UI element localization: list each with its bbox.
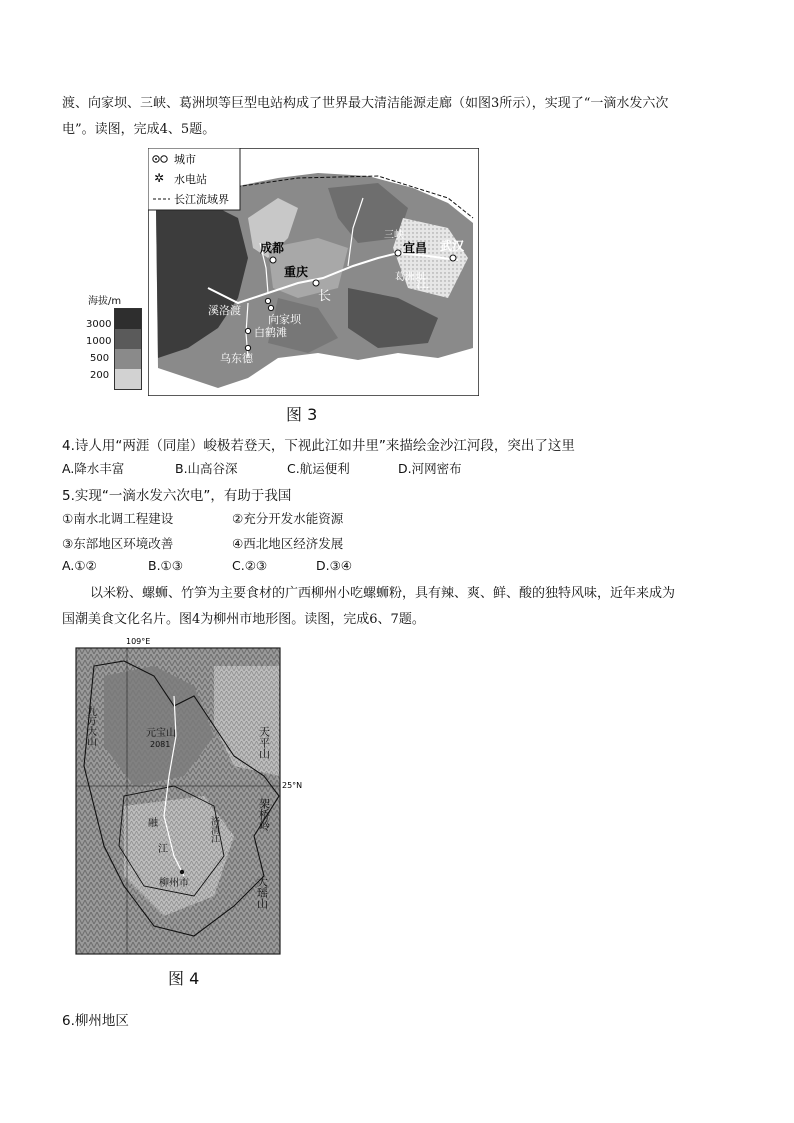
legend-city: 城市 [174,153,196,166]
q5-item-2: ②充分开发水能资源 [232,511,344,526]
city-chengdu: 成都 [260,241,285,255]
station-xiluodu: 溪洛渡 [208,304,241,317]
elevation-legend [86,292,144,381]
passage1-line1: 渡、向家坝、三峡、葛洲坝等巨型电站构成了世界最大清洁能源走廊（如图3所示），实现了“一滴水发六次 [62,96,669,111]
city-liuzhou: 柳州市 [159,878,189,889]
q4-option-a: A.降水丰富 [62,461,125,476]
q6-stem: 6.柳州地区 [62,1013,129,1029]
q5-option-c: C.②③ [232,558,268,573]
passage2-line1: 以米粉、螺蛳、竹笋为主要食材的广西柳州小吃螺蛳粉，具有辣、爽、鲜、酸的独特风味，近年来成为 [90,586,676,601]
river-label-chang: 长 [318,289,332,304]
city-yichang: 宜昌 [403,241,428,255]
passage2-line2: 国潮美食文化名片。图4为柳州市地形图。读图，完成6、7题。 [62,612,425,627]
figure3-caption: 图 3 [286,405,318,424]
q4-option-b: B.山高谷深 [175,461,238,476]
elev-3000: 3000 [86,319,112,330]
legend-station: 水电站 [174,173,207,186]
elev-1000: 1000 [86,336,112,347]
elevation-title: 海拔/m [88,296,122,307]
river-luoqing: 洛清江 [209,816,219,843]
q5-option-a: A.①② [62,558,97,573]
q4-option-c: C.航运便利 [287,461,350,476]
station-wudongde: 乌东德 [220,352,253,365]
q5-option-b: B.①③ [148,558,183,573]
river-jiang: 江 [158,844,168,855]
legend-boundary: 长江流域界 [174,193,229,206]
lon-label: 109°E [126,637,151,646]
station-icon: ✲ [154,171,165,185]
q5-option-d: D.③④ [316,558,353,573]
passage1-line2: 电”。读图，完成4、5题。 [62,122,216,137]
q5-item-1: ①南水北调工程建设 [62,511,174,526]
station-gezhouba: 葛洲坝 [395,272,425,283]
elev-500: 500 [90,353,110,364]
mountain-dayao: 大瑶山 [255,876,269,909]
q5-stem: 5.实现“一滴水发六次电”，有助于我国 [62,488,292,504]
mountain-jiaqiao: 架桥岭 [257,798,271,831]
mountain-tianping: 天平山 [257,726,271,759]
river-rong: 融 [148,818,158,829]
mountain-jiufang: 九万大山 [84,706,96,746]
elev-200: 200 [90,370,110,381]
peak-label: 元宝山 [146,728,176,739]
city-chongqing: 重庆 [284,265,309,279]
lat-label: 25°N [282,781,303,790]
q4-option-d: D.河网密布 [398,461,462,476]
station-sanxia: 三峡 [384,230,404,241]
figure4-caption: 图 4 [168,969,200,988]
river-label-jiang: 江 [416,277,430,292]
city-wuhan: 武汉 [440,239,465,253]
q5-item-3: ③东部地区环境改善 [62,536,174,551]
peak-elevation: 2081 [150,740,171,749]
figure3-map [148,148,479,396]
q5-item-4: ④西北地区经济发展 [232,536,344,551]
figure4-map [64,636,310,958]
station-baihetan: 白鹤滩 [254,326,287,339]
q4-stem: 4.诗人用“两涯（同崖）峻极若登天，下视此江如井里”来描绘金沙江河段，突出了这里 [62,438,575,454]
station-xiangjiaba: 向家坝 [268,313,301,326]
